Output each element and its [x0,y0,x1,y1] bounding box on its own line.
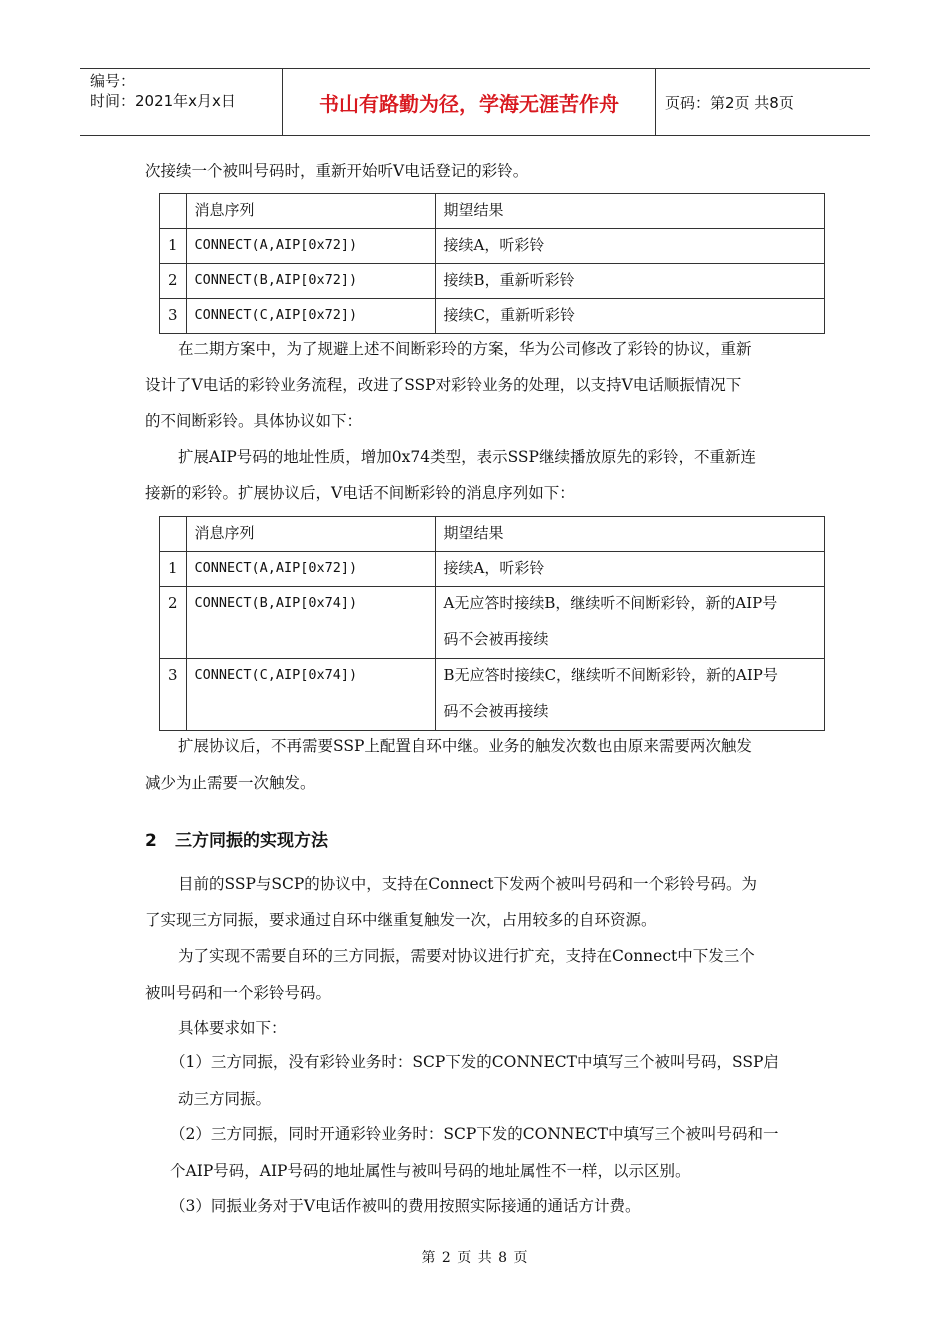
requirement-line: （2）三方同振，同时开通彩铃业务时：SCP下发的CONNECT中填写三个被叫号码和一 [170,1125,779,1143]
result-line: B无应答时接续C，继续听不间断彩铃，新的AIP号 [443,666,778,684]
number-label: 编号： [90,72,136,90]
paragraph-line: 为了实现不需要自环的三方同振，需要对协议进行扩充，支持在Connect中下发三个 [178,947,755,965]
page-footer: 第 2 页 共 8 页 [421,1250,529,1266]
paragraph-line: 扩展协议后，不再需要SSP上配置自环中继。业务的触发次数也由原来需要两次触发 [178,737,752,755]
expected-result: 接续A，听彩铃 [435,229,824,264]
row-number: 1 [160,552,187,587]
table-header-cell: 消息序列 [186,194,435,229]
row-number: 2 [160,587,187,659]
message-sequence: CONNECT(C,AIP[0x74]) [186,659,435,731]
time-label: 时间：2021年x月x日 [90,92,236,110]
expected-result: 接续A，听彩铃 [435,552,824,587]
result-line: 码不会被再接续 [443,702,549,720]
row-number: 1 [160,229,187,264]
section-heading [145,826,328,851]
expected-result: 接续B，重新听彩铃 [435,264,824,299]
header-meta [90,71,282,111]
table-header-row [160,517,825,552]
page-header [80,68,870,136]
paragraph-line: 扩展AIP号码的地址性质，增加0x74类型，表示SSP继续播放原先的彩铃，不重新连 [178,448,756,466]
paragraph-line: 的不间断彩铃。具体协议如下： [145,412,363,430]
table-header-row [160,194,825,229]
table-cell [160,517,187,552]
table-row [160,659,825,731]
message-table-1 [159,193,825,334]
result-line: A无应答时接续B，继续听不间断彩铃，新的AIP号 [443,594,778,612]
requirement-line: 动三方同振。 [178,1090,272,1108]
message-sequence: CONNECT(B,AIP[0x72]) [186,264,435,299]
paragraph-line: 了实现三方同振，要求通过自环中继重复触发一次，占用较多的自环资源。 [145,911,657,929]
requirement-line: 个AIP号码，AIP号码的地址属性与被叫号码的地址属性不一样，以示区别。 [170,1162,691,1180]
message-sequence: CONNECT(B,AIP[0x74]) [186,587,435,659]
row-number: 3 [160,659,187,731]
table-row [160,587,825,659]
row-number: 3 [160,299,187,334]
expected-result [435,587,824,659]
row-number: 2 [160,264,187,299]
paragraph-line: 在二期方案中，为了规避上述不间断彩玲的方案，华为公司修改了彩铃的协议，重新 [178,340,752,358]
requirement-line: （3）同振业务对于V电话作被叫的费用按照实际接通的通话方计费。 [170,1197,641,1215]
paragraph-line: 被叫号码和一个彩铃号码。 [145,984,332,1002]
header-slogan: 书山有路勤为径，学海无涯苦作舟 [319,92,619,116]
table-row [160,552,825,587]
table-cell [160,194,187,229]
table-header-cell: 期望结果 [435,194,824,229]
section-number: 2 [145,831,157,851]
section-title: 三方同振的实现方法 [175,831,328,851]
intro-paragraph: 次接续一个被叫号码时，重新开始听V电话登记的彩铃。 [145,162,529,180]
expected-result: 接续C，重新听彩铃 [435,299,824,334]
table-row [160,299,825,334]
message-sequence: CONNECT(A,AIP[0x72]) [186,229,435,264]
paragraph-line: 减少为止需要一次触发。 [145,774,316,792]
paragraph-line: 接新的彩铃。扩展协议后，V电话不间断彩铃的消息序列如下： [145,484,575,502]
paragraph-line: 设计了V电话的彩铃业务流程，改进了SSP对彩铃业务的处理，以支持V电话顺振情况下 [145,376,742,394]
paragraph-line: 具体要求如下： [178,1019,287,1037]
table-row [160,264,825,299]
message-sequence: CONNECT(A,AIP[0x72]) [186,552,435,587]
requirement-line: （1）三方同振，没有彩铃业务时：SCP下发的CONNECT中填写三个被叫号码，SSP启 [170,1053,779,1071]
paragraph-line: 目前的SSP与SCP的协议中，支持在Connect下发两个被叫号码和一个彩铃号码。为 [178,875,758,893]
message-table-2 [159,516,825,731]
message-sequence: CONNECT(C,AIP[0x72]) [186,299,435,334]
header-divider [655,69,656,136]
table-row [160,229,825,264]
table-header-cell: 消息序列 [186,517,435,552]
expected-result [435,659,824,731]
result-line: 码不会被再接续 [443,630,549,648]
table-header-cell: 期望结果 [435,517,824,552]
header-page-info: 页码：第2页 共8页 [665,94,794,112]
